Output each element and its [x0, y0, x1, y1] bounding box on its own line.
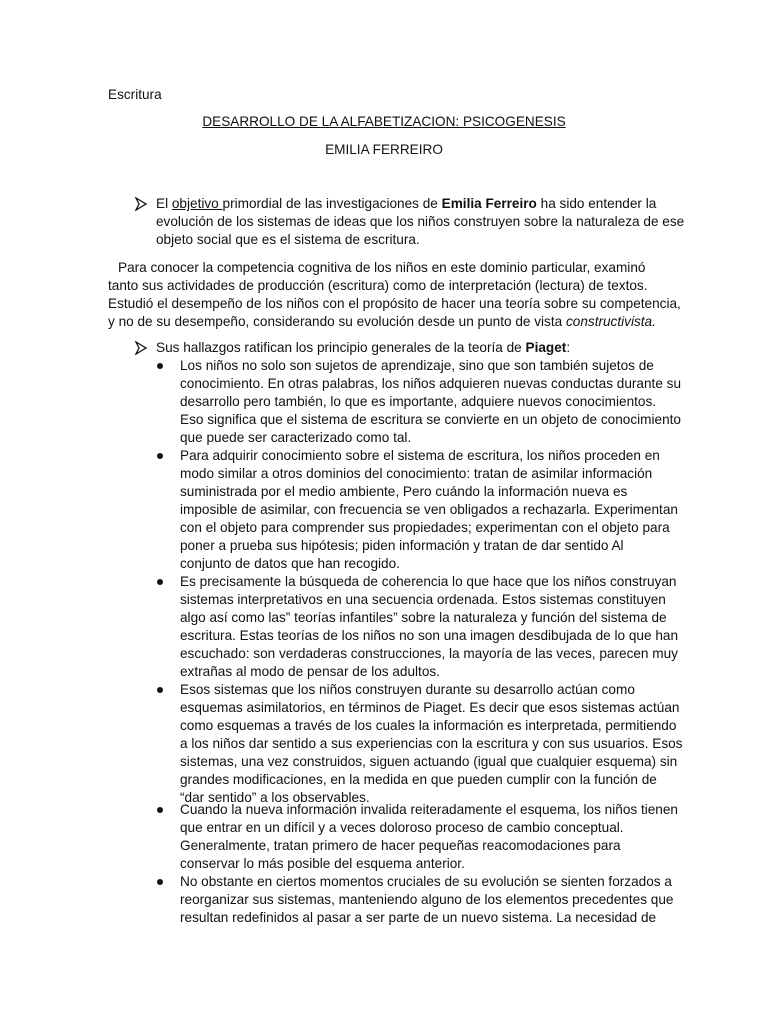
document-title: DESARROLLO DE LA ALFABETIZACION: PSICOGENESIS	[202, 114, 566, 129]
round-bullet-icon	[157, 687, 163, 693]
round-bullet-icon	[157, 453, 163, 459]
intro-line-2: evolución de los sistemas de ideas que los niños construyen sobre la naturaleza de ese	[156, 214, 685, 229]
bullet-1-line-2: conocimiento. En otras palabras, los niños adquieren nuevas conductas durante su	[180, 376, 682, 391]
bullet-5-line-1: Cuando la nueva información invalida reiteradamente el esquema, los niños tienen	[180, 802, 678, 817]
bullet-2-line-1: Para adquirir conocimiento sobre el sistema de escritura, los niños proceden en	[180, 448, 660, 463]
bullet-4-line-3: como esquemas a través de los cuales la información es interpretada, permitiendo	[180, 718, 677, 733]
bullet-5-line-3: Generalmente, tratan primero de hacer pequeñas reacomodaciones para	[180, 838, 621, 853]
bullet-1-line-1: Los niños no solo son sujetos de aprendizaje, sino que son también sujetos de	[180, 358, 654, 373]
bullet-4-line-7: “dar sentido” a los observables.	[180, 790, 370, 805]
bullet-4-line-1: Esos sistemas que los niños construyen durante su desarrollo actúan como	[180, 682, 635, 697]
paragraph-line-4: y no de su desempeño, considerando su evolución desde un punto de vista constructivista.	[108, 314, 656, 329]
bullet-3-line-6: extrañas al modo de pensar de los adultos.	[180, 664, 440, 679]
paragraph-line-1: Para conocer la competencia cognitiva de los niños en este dominio particular, examinó	[118, 260, 646, 275]
bullet-1-line-5: que puede ser caracterizado como tal.	[180, 430, 412, 445]
bullet-1-line-3: desarrollo pero también, lo que es importante, adquiere nuevos conocimientos.	[180, 394, 657, 409]
arrowhead-bullet-icon	[134, 197, 148, 211]
document-author: EMILIA FERREIRO	[325, 142, 443, 157]
bullet-2-line-4: imposible de asimilar, con frecuencia se ven obligados a rechazarla. Experimentan	[180, 502, 678, 517]
bullet-3-line-2: sistemas interpretativos en una secuencia ordenada. Estos sistemas constituyen	[180, 592, 666, 607]
round-bullet-icon	[157, 363, 163, 369]
bullet-1-line-4: Eso significa que el sistema de escritura se convierte en un objeto de conocimiento	[180, 412, 681, 427]
intro-line-3: objeto social que es el sistema de escritura.	[156, 232, 420, 247]
bullet-2-line-6: poner a prueba sus hipótesis; piden información y tratan de dar sentido Al	[180, 538, 624, 553]
round-bullet-icon	[157, 879, 163, 885]
bullet-4-line-4: a los niños dar sentido a sus experiencias con la escritura y con sus usuarios. Esos	[180, 736, 683, 751]
bullet-5-line-2: que entrar en un difícil y a veces doloroso proceso de cambio conceptual.	[180, 820, 624, 835]
bullet-2-line-2: modo similar a otros dominios del conocimiento: tratan de asimilar información	[180, 466, 653, 481]
round-bullet-icon	[157, 579, 163, 585]
intro-line-1: El objetivo primordial de las investigaciones de Emilia Ferreiro ha sido entender la	[156, 196, 657, 211]
bullet-3-line-4: escritura. Estas teorías de los niños no son una imagen desdibujada de lo que han	[180, 628, 679, 643]
paragraph-line-2: tanto sus actividades de producción (escritura) como de interpretación (lectura) de textos.	[108, 278, 648, 293]
bullet-4-line-2: esquemas asimilatorios, en términos de Piaget. Es decir que esos sistemas actúan	[180, 700, 680, 715]
bullet-2-line-5: con el objeto para comprender sus propiedades; experimentan con el objeto para	[180, 520, 670, 535]
paragraph-line-3: Estudió el desempeño de los niños con el propósito de hacer una teoría sobre su competencia,	[108, 296, 681, 311]
bullet-4-line-6: grandes modificaciones, en la medida en que pueden cumplir con la función de	[180, 772, 657, 787]
findings-intro: Sus hallazgos ratifican los principio generales de la teoría de Piaget:	[156, 340, 571, 355]
bullet-3-line-5: escuchado: son verdaderas construcciones, la mayoría de las veces, parecen muy	[180, 646, 678, 661]
arrowhead-bullet-icon	[134, 341, 148, 355]
bullet-3-line-3: algo así como las” teorías infantiles” sobre la naturaleza y función del sistema de	[180, 610, 667, 625]
bullet-2-line-3: suministrada por el medio ambiente, Pero cuándo la información nueva es	[180, 484, 628, 499]
bullet-6-line-2: reorganizar sus sistemas, manteniendo alguno de los elementos precedentes que	[180, 892, 674, 907]
bullet-3-line-1: Es precisamente la búsqueda de coherencia lo que hace que los niños construyan	[180, 574, 677, 589]
section-label: Escritura	[108, 87, 162, 102]
round-bullet-icon	[157, 807, 163, 813]
bullet-2-line-7: conjunto de datos que han recogido.	[180, 556, 400, 571]
bullet-6-line-3: resultan redefinidos al pasar a ser parte de un nuevo sistema. La necesidad de	[180, 910, 657, 925]
bullet-6-line-1: No obstante en ciertos momentos cruciales de su evolución se sienten forzados a	[180, 874, 672, 889]
bullet-5-line-4: conservar lo más posible del esquema anterior.	[180, 856, 465, 871]
bullet-4-line-5: sistemas, una vez construidos, siguen actuando (igual que cualquier esquema) sin	[180, 754, 678, 769]
